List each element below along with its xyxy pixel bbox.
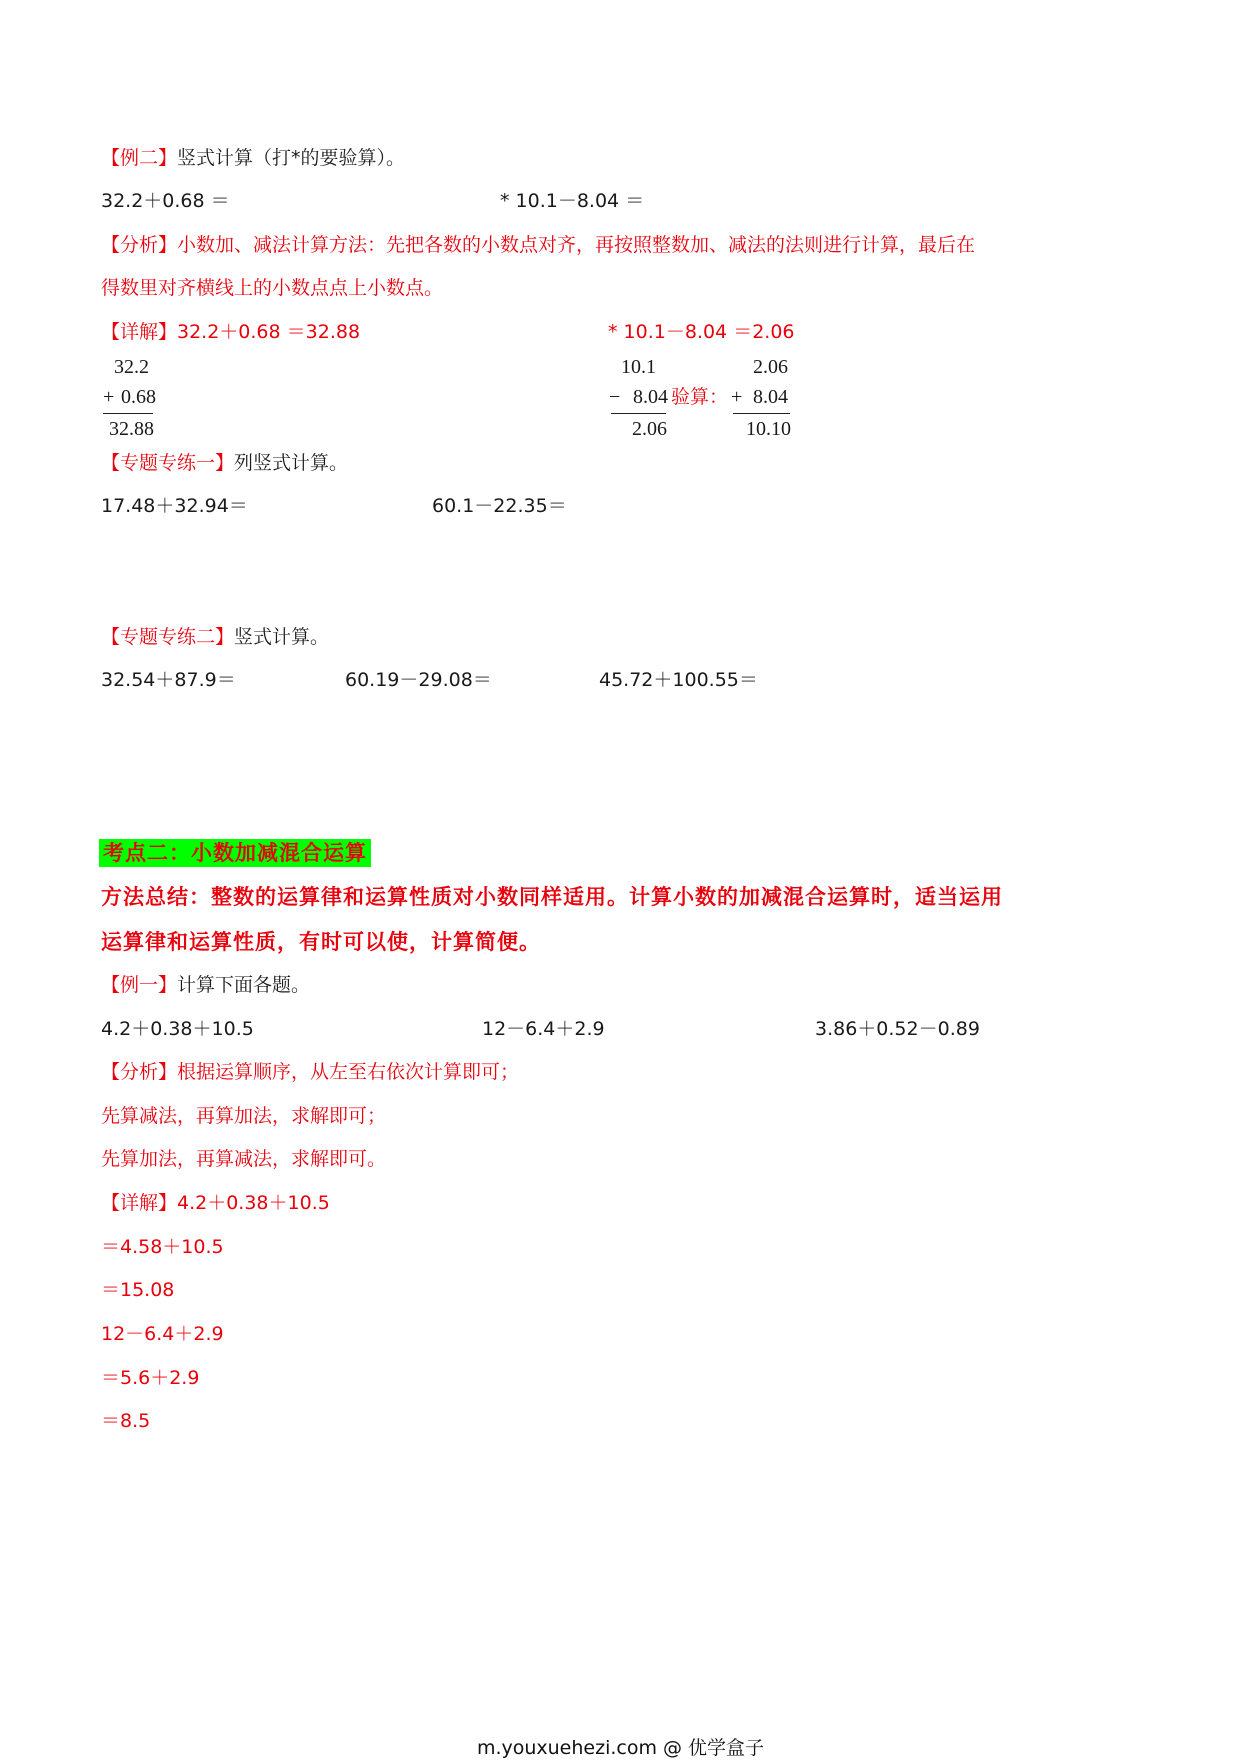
example-1-step-3: 12－6.4＋2.9 bbox=[101, 1323, 224, 1345]
vertical-sub-result: 2.06 bbox=[632, 418, 667, 440]
example-2-detail-2: * 10.1－8.04 ＝2.06 bbox=[608, 321, 795, 343]
example-2-title bbox=[101, 145, 405, 171]
practice-2-item-1: 32.54＋87.9＝ bbox=[101, 669, 236, 691]
practice-2-instruction: 竖式计算。 bbox=[234, 626, 330, 648]
example-2-instruction: 竖式计算（打*的要验算）。 bbox=[177, 147, 406, 169]
example-1-title bbox=[101, 972, 310, 998]
vertical-check-operator: + bbox=[731, 386, 743, 408]
page-footer[interactable]: m.youxuehezi.com @ 优学盒子 bbox=[476, 1737, 765, 1759]
example-1-analysis-line-3: 先算加法，再算减法，求解即可。 bbox=[101, 1148, 387, 1170]
example-1-detail: 【详解】4.2＋0.38＋10.5 bbox=[101, 1192, 330, 1214]
vertical-sub-top: 10.1 bbox=[621, 356, 656, 378]
practice-2-item-2: 60.19－29.08＝ bbox=[345, 669, 492, 691]
example-1-step-1: ＝4.58＋10.5 bbox=[101, 1236, 224, 1258]
example-1-tag: 【例一】 bbox=[101, 974, 178, 996]
vertical-check-bottom: 8.04 bbox=[753, 386, 788, 408]
vertical-check-result: 10.10 bbox=[746, 418, 791, 440]
practice-1-title bbox=[101, 450, 348, 476]
vertical-sub-rule bbox=[611, 413, 666, 414]
practice-1-item-1: 17.48＋32.94＝ bbox=[101, 495, 248, 517]
vertical-add-operator: + bbox=[103, 386, 115, 408]
point-2-method-line-1: 方法总结：整数的运算律和运算性质对小数同样适用。计算小数的加减混合运算时，适当运用 bbox=[101, 885, 1003, 909]
example-2-detail-1: 【详解】32.2＋0.68 ＝32.88 bbox=[101, 321, 361, 343]
example-2-analysis-line-1: 【分析】小数加、减法计算方法：先把各数的小数点对齐，再按照整数加、减法的法则进行计算，最后在 bbox=[101, 234, 976, 256]
vertical-sub-bottom: 8.04 bbox=[633, 386, 668, 408]
example-1-item-2: 12－6.4＋2.9 bbox=[482, 1018, 605, 1040]
example-1-step-4: ＝5.6＋2.9 bbox=[101, 1367, 200, 1389]
example-1-item-3: 3.86＋0.52－0.89 bbox=[815, 1018, 980, 1040]
example-1-item-1: 4.2＋0.38＋10.5 bbox=[101, 1018, 254, 1040]
example-1-step-2: ＝15.08 bbox=[101, 1279, 175, 1301]
vertical-add-top: 32.2 bbox=[114, 356, 149, 378]
vertical-check-rule bbox=[733, 413, 790, 414]
example-1-analysis-line-1: 【分析】根据运算顺序，从左至右依次计算即可； bbox=[101, 1061, 520, 1083]
practice-2-tag: 【专题专练二】 bbox=[101, 626, 235, 648]
point-2-heading bbox=[99, 840, 371, 866]
example-1-step-5: ＝8.5 bbox=[101, 1410, 151, 1432]
practice-2-title bbox=[101, 624, 329, 650]
practice-1-tag: 【专题专练一】 bbox=[101, 452, 235, 474]
point-2-method-line-2: 运算律和运算性质，有时可以使，计算简便。 bbox=[101, 930, 541, 954]
vertical-add-bottom: 0.68 bbox=[121, 386, 156, 408]
vertical-check-top: 2.06 bbox=[753, 356, 788, 378]
example-1-analysis-line-2: 先算减法，再算加法，求解即可； bbox=[101, 1105, 387, 1127]
example-1-instruction: 计算下面各题。 bbox=[177, 974, 311, 996]
example-2-tag: 【例二】 bbox=[101, 147, 178, 169]
example-2-question-1: 32.2＋0.68 ＝ bbox=[101, 190, 230, 212]
point-2-heading-text: 考点二：小数加减混合运算 bbox=[99, 839, 371, 867]
check-label: 验算： bbox=[671, 386, 729, 408]
example-2-question-2: * 10.1－8.04 ＝ bbox=[500, 190, 645, 212]
vertical-add-result: 32.88 bbox=[109, 418, 154, 440]
example-2-analysis-line-2: 得数里对齐横线上的小数点点上小数点。 bbox=[101, 277, 444, 299]
practice-1-item-2: 60.1－22.35＝ bbox=[432, 495, 567, 517]
vertical-sub-operator: − bbox=[609, 386, 621, 408]
practice-2-item-3: 45.72＋100.55＝ bbox=[599, 669, 758, 691]
practice-1-instruction: 列竖式计算。 bbox=[234, 452, 349, 474]
vertical-add-rule bbox=[103, 413, 153, 414]
